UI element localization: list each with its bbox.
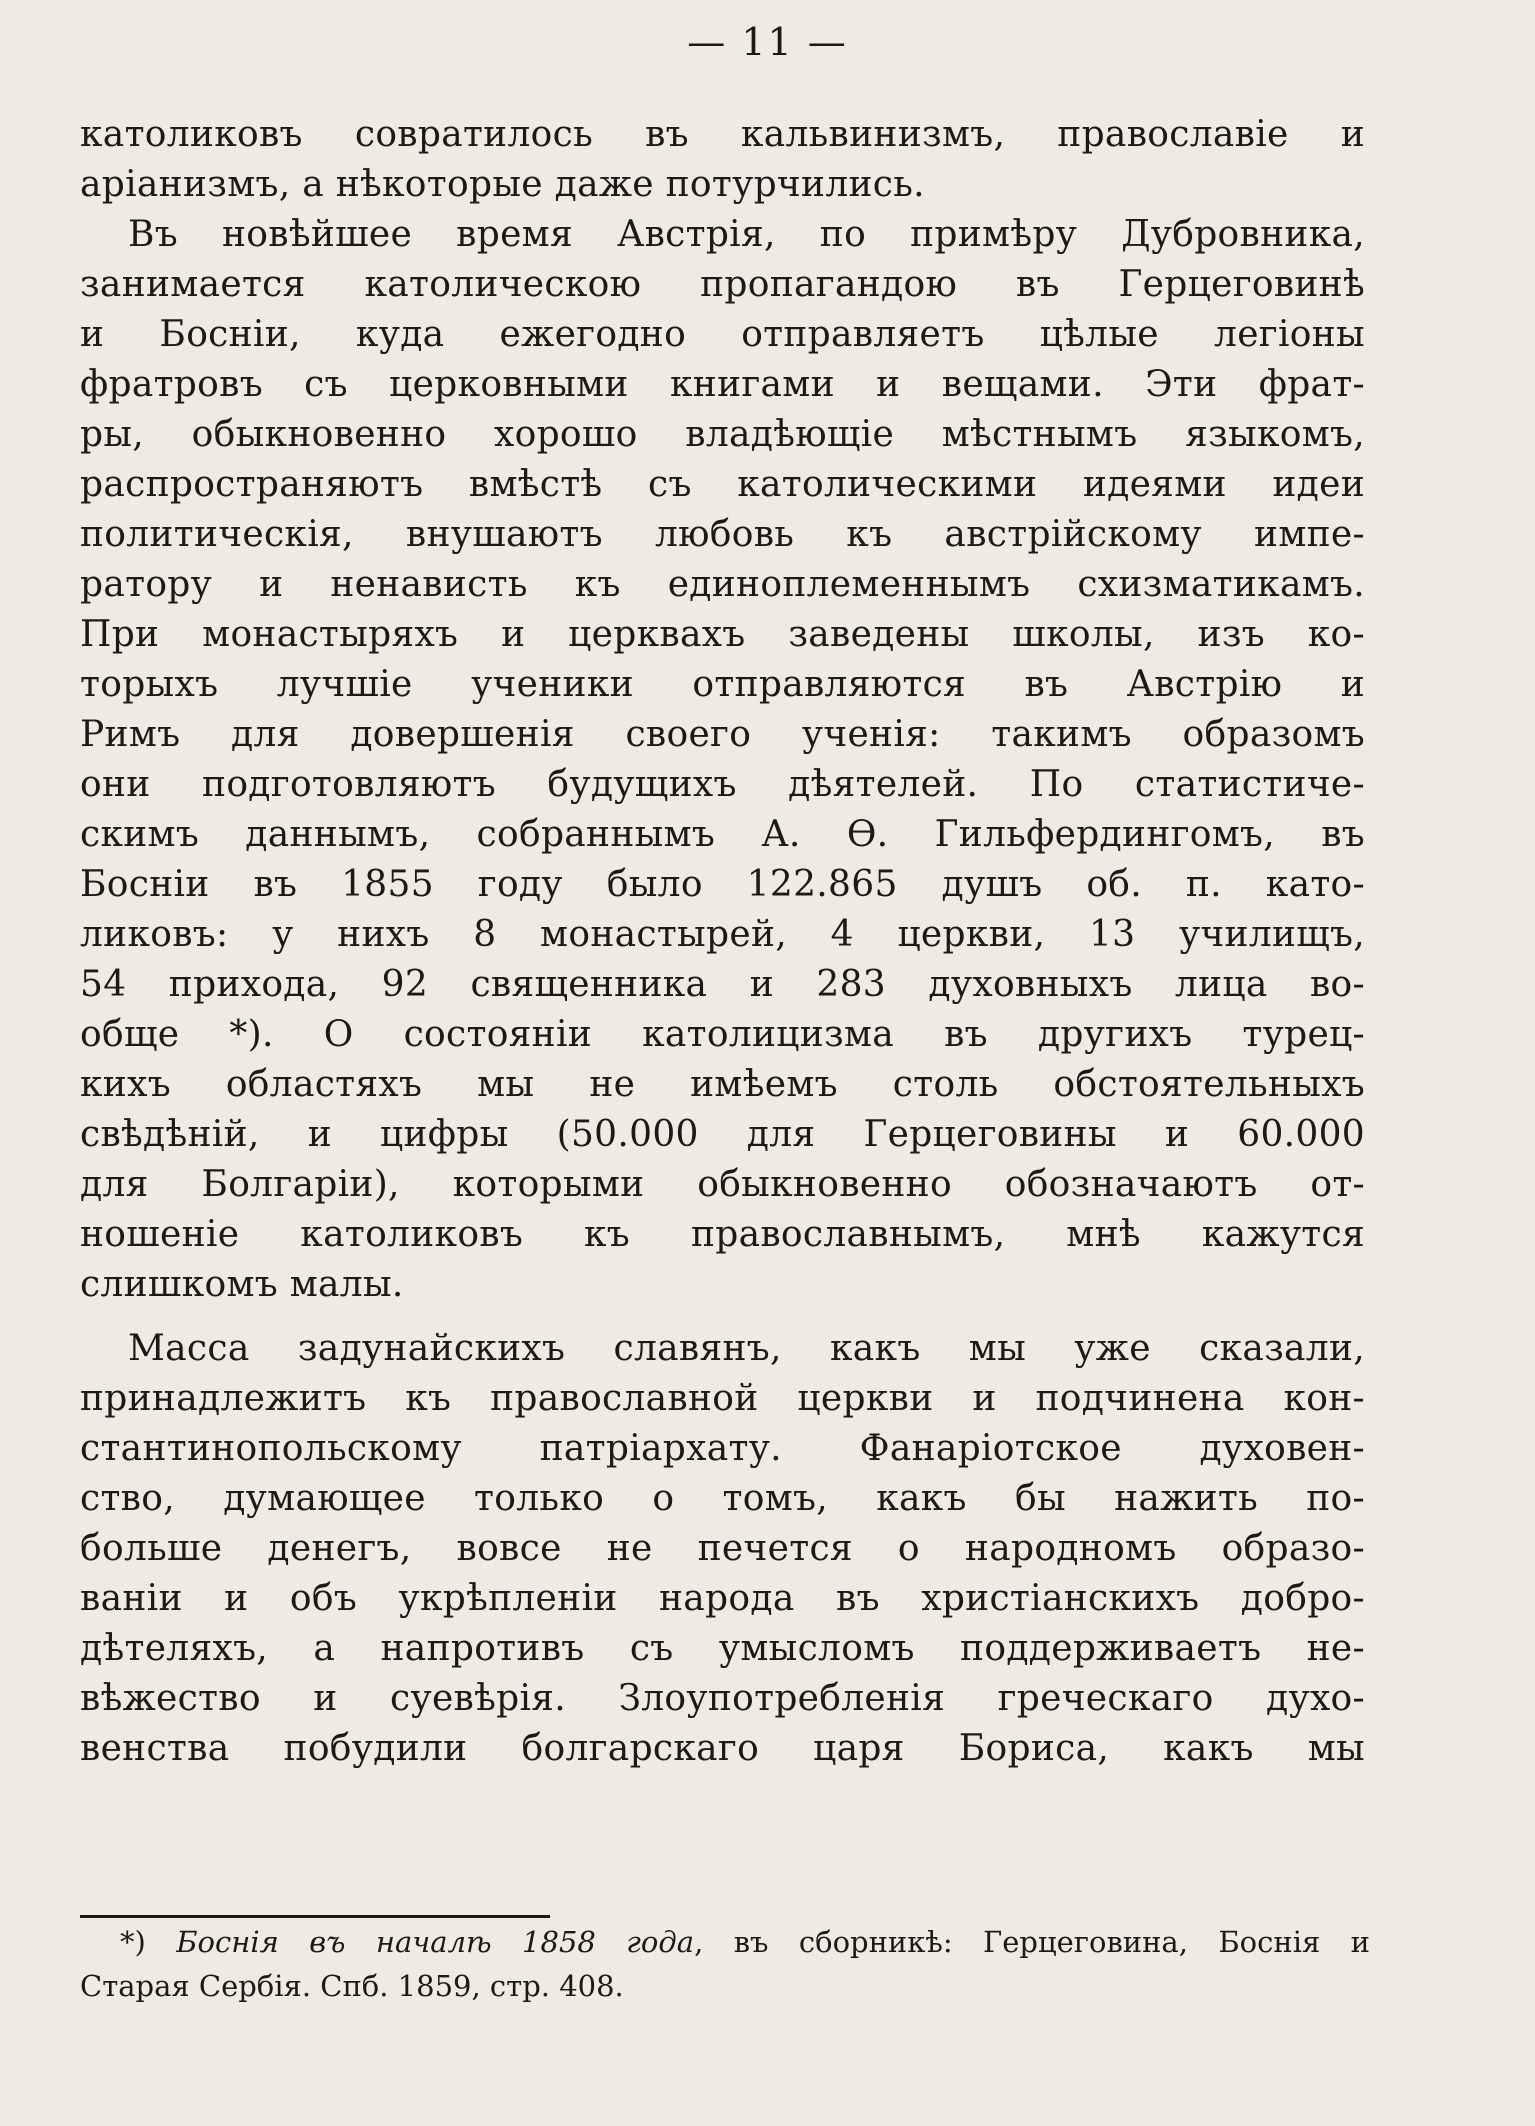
text-line: для Болгаріи), которыми обыкновенно обозначаютъ от- <box>80 1164 1365 1205</box>
text-line: ры, обыкновенно хорошо владѣющіе мѣстнымъ языкомъ, <box>80 414 1365 455</box>
text-line: дѣтеляхъ, а напротивъ съ умысломъ поддерживаетъ не- <box>80 1628 1365 1669</box>
body-text <box>80 110 1365 1774</box>
text-line: они подготовляютъ будущихъ дѣятелей. По статистиче- <box>80 764 1365 805</box>
text-line: принадлежитъ къ православной церкви и подчинена кон- <box>80 1378 1365 1419</box>
text-line: ство, думающее только о томъ, какъ бы нажить по- <box>80 1478 1365 1519</box>
text-line: Босніи въ 1855 году было 122.865 душъ об. п. като- <box>80 864 1365 905</box>
footnote-rule <box>80 1915 550 1918</box>
footnote-source-title: Боснія въ началѣ 1858 года <box>176 1925 695 1959</box>
footnote-marker: *) <box>120 1925 146 1959</box>
text-line: распространяютъ вмѣстѣ съ католическими идеями идеи <box>80 464 1365 505</box>
text-line: занимается католическою пропагандою въ Герцеговинѣ <box>80 264 1365 305</box>
text-line: Масса задунайскихъ славянъ, какъ мы уже сказали, <box>128 1328 1365 1369</box>
footnote-line: Старая Сербія. Спб. 1859, стр. 408. <box>80 1969 624 2003</box>
text-line: кихъ областяхъ мы не имѣемъ столь обстоятельныхъ <box>80 1064 1365 1105</box>
text-line: слишкомъ малы. <box>80 1264 404 1305</box>
paragraph <box>80 1324 1365 1774</box>
text-line: свѣдѣній, и цифры (50.000 для Герцеговины и 60.000 <box>80 1114 1365 1155</box>
text-line: ваніи и объ укрѣпленіи народа въ христіанскихъ добро- <box>80 1578 1365 1619</box>
text-line: ношеніе католиковъ къ православнымъ, мнѣ кажутся <box>80 1214 1365 1255</box>
text-line: ликовъ: у нихъ 8 монастырей, 4 церкви, 13 училищъ, <box>80 914 1365 955</box>
footnote-source-rest: , въ сборникѣ: Герцеговина, Боснія и <box>694 1925 1370 1959</box>
text-line: венства побудили болгарскаго царя Бориса, какъ мы <box>80 1728 1365 1769</box>
text-line: фратровъ съ церковными книгами и вещами. Эти фрат- <box>80 364 1365 405</box>
page-number: — 11 — <box>687 20 848 64</box>
footnote <box>80 1920 1370 2008</box>
text-line: торыхъ лучшіе ученики отправляются въ Австрію и <box>80 664 1365 705</box>
text-line: скимъ даннымъ, собраннымъ А. Ѳ. Гильфердингомъ, въ <box>80 814 1365 855</box>
text-line: вѣжество и суевѣрія. Злоупотребленія греческаго духо- <box>80 1678 1365 1719</box>
paragraph <box>80 110 1365 210</box>
text-line: При монастыряхъ и церквахъ заведены школы, изъ ко- <box>80 614 1365 655</box>
text-line: аріанизмъ, а нѣкоторые даже потурчились. <box>80 164 925 205</box>
footnote-line <box>80 1920 1370 1964</box>
text-line: католиковъ совратилось въ кальвинизмъ, православіе и <box>80 114 1365 155</box>
text-line: Римъ для довершенія своего ученія: такимъ образомъ <box>80 714 1365 755</box>
text-line: обще *). О состояніи католицизма въ другихъ турец- <box>80 1014 1365 1055</box>
text-line: 54 прихода, 92 священника и 283 духовныхъ лица во- <box>80 964 1365 1005</box>
text-line: стантинопольскому патріархату. Фанаріотское духовен- <box>80 1428 1365 1469</box>
text-line: Въ новѣйшее время Австрія, по примѣру Дубровника, <box>128 214 1365 255</box>
paragraph <box>80 210 1365 1310</box>
text-line: политическія, внушаютъ любовь къ австрійскому импе- <box>80 514 1365 555</box>
text-line: и Босніи, куда ежегодно отправляетъ цѣлые легіоны <box>80 314 1365 355</box>
text-line: больше денегъ, вовсе не печется о народномъ образо- <box>80 1528 1365 1569</box>
text-line: ратору и ненависть къ единоплеменнымъ схизматикамъ. <box>80 564 1365 605</box>
